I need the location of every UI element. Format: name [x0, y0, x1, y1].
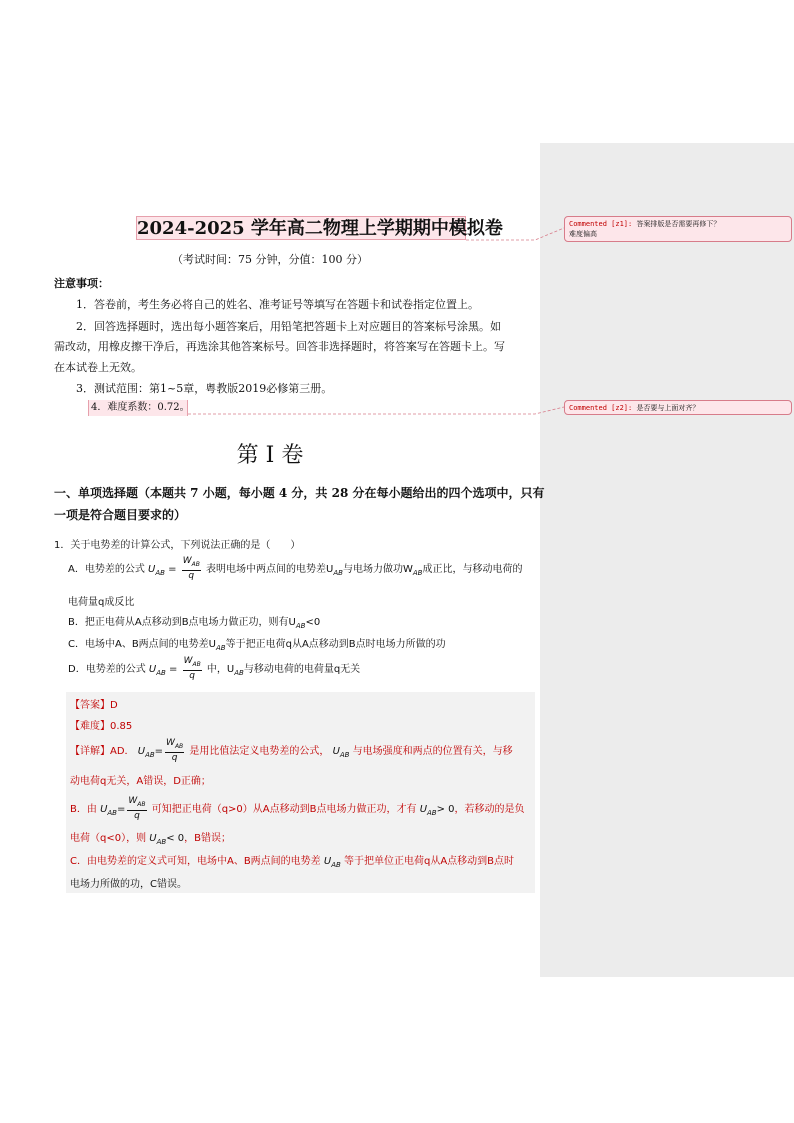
detail-b2-u: U — [149, 833, 157, 844]
detail-frac-num: W — [166, 738, 175, 748]
option-c-text: C．电场中A、B两点间的电势差U — [68, 639, 217, 650]
difficulty-text: 【难度】0.85 — [70, 721, 133, 732]
detail-b2-pre: 电荷（q<0），则 — [70, 833, 147, 844]
comment-1-text2: 难度偏高 — [569, 230, 597, 238]
formula-sub: AB — [155, 568, 165, 577]
detail-u2: U — [332, 745, 340, 757]
detail-u-sub: AB — [145, 750, 155, 759]
note-item-3: 3．测试范围：第1~5章，粤教版2019必修第三册。 — [76, 382, 333, 395]
detail-c-u: U — [323, 856, 332, 867]
option-c-sub: AB — [216, 644, 226, 652]
comment-card-2[interactable] — [564, 400, 792, 415]
detail-b-line-2 — [70, 829, 231, 846]
option-d-text2: 与移动电荷的电荷量q无关 — [243, 663, 361, 675]
comment-2-line — [569, 403, 787, 413]
detail-b-fraction — [127, 796, 146, 822]
formula-sub-d: AB — [156, 668, 166, 677]
formula-u-d: U — [148, 663, 157, 675]
note-item-2-cont: 需改动，用橡皮擦干净后，再选涂其他答案标号。回答非选择题时，将答案写在答题卡上。写 — [54, 340, 505, 353]
option-d-text: 中，U — [206, 663, 235, 675]
question-stem: 1．关于电势差的计算公式，下列说法正确的是（ ） — [54, 540, 301, 551]
comment-1-line — [569, 219, 787, 229]
formula-eq: = — [168, 563, 177, 575]
option-a-text3: 成正比，与移动电荷的 — [422, 563, 523, 575]
note-item-2: 2．回答选择题时，选出每小题答案后，用铅笔把答题卡上对应题目的答案标号涂黑。如 — [76, 320, 501, 333]
option-b-tail: <0 — [305, 617, 321, 628]
detail-text-1: 是用比值法定义电势差的公式， — [189, 745, 330, 757]
note-item-2-cont2: 在本试卷上无效。 — [54, 361, 142, 374]
option-d[interactable] — [68, 656, 360, 682]
option-a-sub1: AB — [333, 568, 343, 577]
detail-b2-text: ，B错误； — [184, 833, 231, 844]
detail-c-u-sub: AB — [331, 861, 341, 869]
detail-b-u: U — [100, 803, 108, 815]
detail-b-eq: = — [116, 803, 126, 815]
note-item-1: 1．答卷前，考生务必将自己的姓名、准考证号等填写在答题卡和试卷指定位置上。 — [76, 298, 479, 311]
detail-line-2: 动电荷q无关，A错误，D正确； — [70, 776, 211, 787]
detail-b-text: 可知把正电荷（q>0）从A点移动到B点电场力做正功，才有 — [151, 803, 417, 815]
fraction-w-over-q — [182, 556, 201, 582]
section-title: 第 I 卷 — [236, 443, 304, 468]
answer-key: 【答案】D — [70, 700, 118, 711]
part-heading: 一、单项选择题（本题共 7 小题，每小题 4 分，共 28 分在每小题给出的四个选项中，只有 — [54, 486, 545, 500]
option-c-tail: 等于把正电荷q从A点移动到B点时电场力所做的功 — [225, 639, 446, 650]
option-a[interactable] — [68, 556, 522, 582]
detail-frac-sub: AB — [174, 742, 184, 750]
formula-u: U — [148, 563, 156, 575]
option-a-pre: A．电势差的公式 — [68, 563, 145, 575]
detail-text-2: 与电场强度和两点的位置有关，与移 — [352, 745, 513, 757]
option-b[interactable] — [68, 613, 320, 630]
option-c[interactable] — [68, 635, 446, 652]
option-b-text: B．把正电荷从A点移动到B点电场力做正功，则有U — [68, 617, 296, 628]
detail-eq: = — [154, 745, 164, 757]
frac-sub: AB — [191, 560, 200, 568]
detail-c-line-1 — [70, 852, 514, 869]
detail-fraction — [165, 738, 184, 764]
option-d-pre: D．电势差的公式 — [68, 663, 146, 675]
exam-duration: （考试时间：75 分钟，分值：100 分） — [172, 253, 368, 266]
part-heading-cont: 一项是符合题目要求的） — [54, 508, 187, 522]
detail-b-text2: ，若移动的是负 — [454, 803, 525, 815]
detail-c-line-2: 电场力所做的功，C错误。 — [70, 879, 187, 890]
note-item-4[interactable]: 4．难度系数：0.72。 — [88, 400, 188, 416]
detail-b-u2: U — [419, 803, 428, 815]
detail-u2-sub: AB — [339, 750, 350, 759]
frac-den: q — [188, 570, 195, 581]
detail-b-u-sub: AB — [107, 808, 117, 817]
detail-b-line-1 — [70, 796, 525, 822]
option-b-sub: AB — [295, 622, 306, 630]
detail-label: 【详解】AD． — [70, 745, 135, 757]
detail-b2-lt: < 0 — [166, 833, 185, 844]
comment-2-text: 是否要与上面对齐？ — [636, 404, 700, 412]
comment-1-text: 答案排版是否需要再修下？ — [636, 220, 721, 228]
option-d-sub: AB — [234, 668, 244, 677]
exam-title[interactable]: 2024-2025 学年高二物理上学期期中模拟卷 — [137, 218, 503, 239]
detail-b2-u-sub: AB — [156, 838, 167, 846]
detail-b-pre: B．由 — [70, 803, 97, 815]
detail-b-frac-sub: AB — [137, 800, 146, 808]
frac-sub-d: AB — [192, 660, 201, 668]
detail-c-text2: 等于把单位正电荷q从A点移动到B点时 — [343, 856, 515, 867]
option-a-text: 表明电场中两点间的电势差U — [206, 563, 334, 575]
notes-heading: 注意事项： — [54, 277, 109, 290]
option-a-sub2: AB — [412, 568, 423, 577]
detail-u: U — [137, 745, 146, 757]
option-a-text2: 与电场力做功W — [342, 563, 413, 575]
detail-line-1 — [70, 738, 513, 764]
comment-card-1[interactable] — [564, 216, 792, 242]
answer-difficulty — [70, 717, 132, 732]
comment-1-label: Commented [z1]: — [569, 220, 633, 228]
frac-den-d: q — [189, 670, 195, 681]
detail-b-frac-num: W — [128, 796, 138, 806]
option-a-cont: 电荷量q成反比 — [68, 597, 135, 608]
detail-frac-den: q — [171, 752, 178, 763]
frac-num-d: W — [183, 656, 193, 666]
detail-b-u2-sub: AB — [427, 808, 437, 817]
detail-c-text: C．由电势差的定义式可知，电场中A、B两点间的电势差 — [70, 856, 321, 867]
comment-2-label: Commented [z2]: — [569, 404, 633, 412]
formula-eq-d: = — [169, 663, 178, 675]
detail-b-frac-den: q — [134, 810, 140, 821]
detail-b-gt: > 0 — [436, 803, 455, 815]
fraction-w-over-q-d — [183, 656, 202, 682]
frac-num: W — [182, 556, 192, 566]
